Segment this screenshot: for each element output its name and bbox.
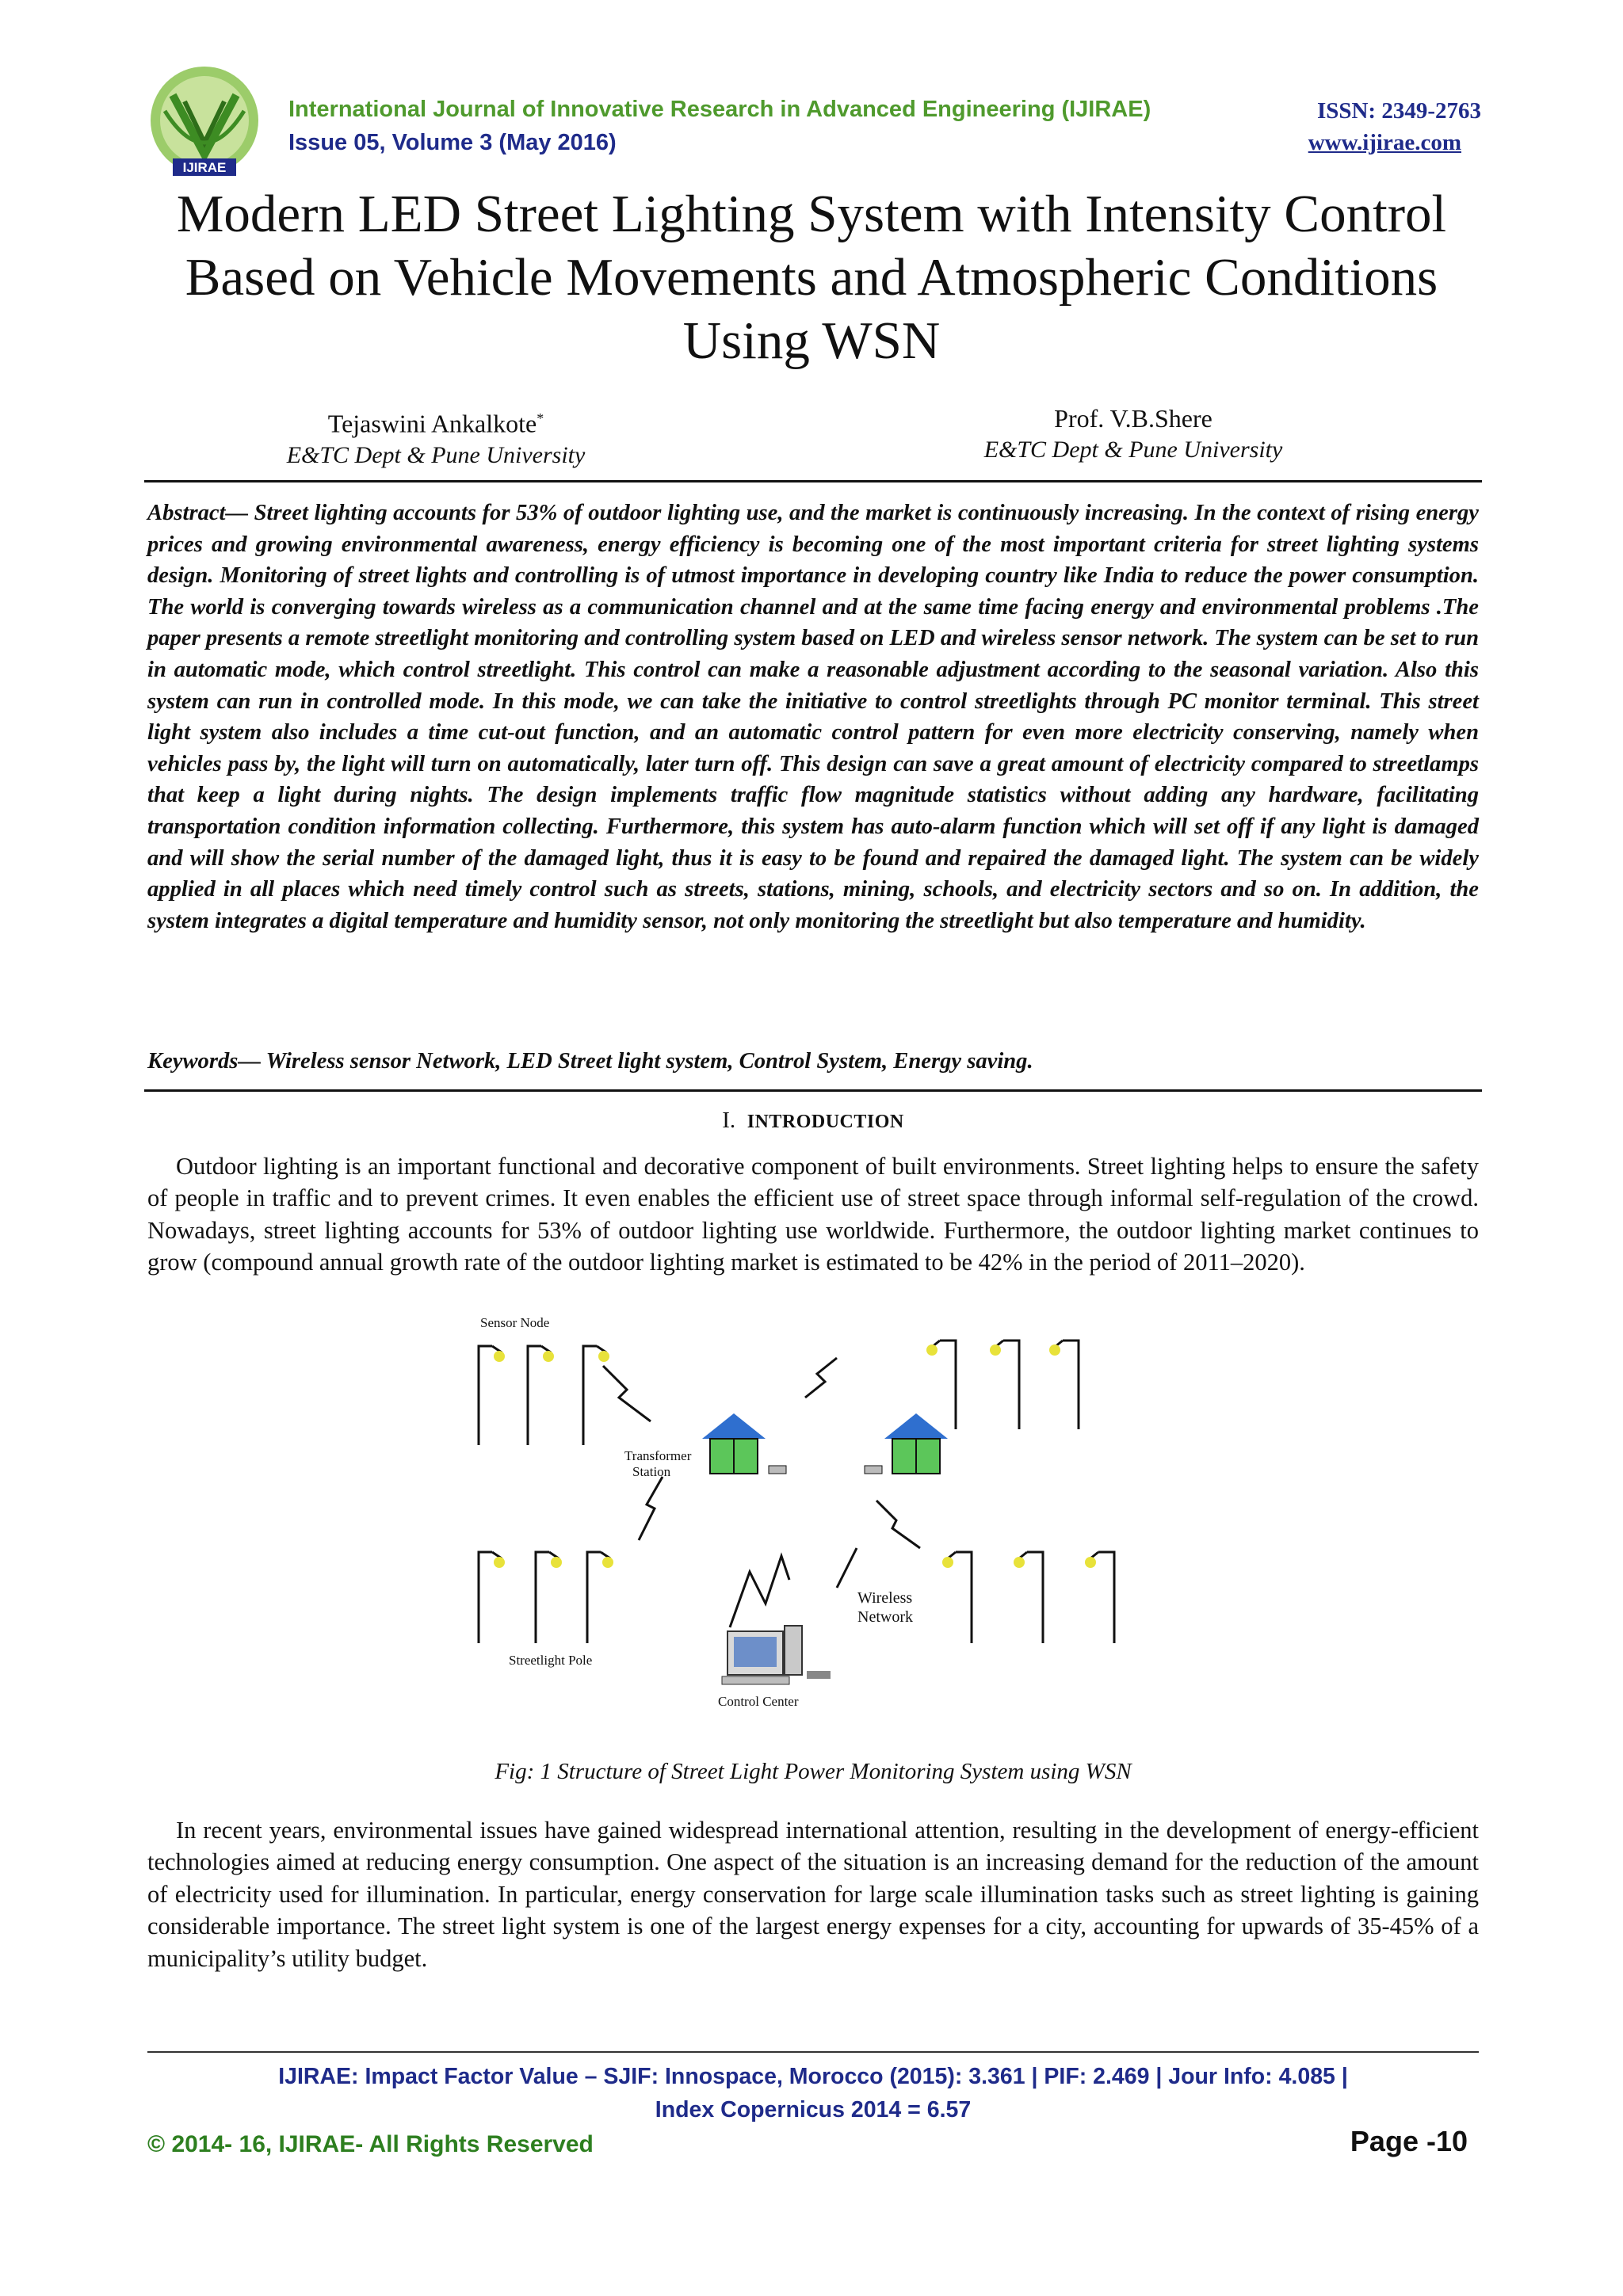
section-title: INTRODUCTION xyxy=(747,1112,904,1132)
footer-copyright: © 2014- 16, IJIRAE- All Rights Reserved xyxy=(147,2131,594,2157)
label-control-center: Control Center xyxy=(718,1694,799,1709)
divider-top xyxy=(144,480,1482,482)
label-station: Station xyxy=(632,1464,671,1479)
section-number: I. xyxy=(722,1108,736,1133)
abstract: Abstract— Street lighting accounts for 53% of outdoor lighting use, and the market is continuously increasing. In the context of rising energy prices and growing environmental awareness, energy efficiency is becoming one of the most important criteria for street lighting systems design. Monitoring of street lights and controlling is of utmost importance in developing country like India to reduce the power consumption. The world is converging towards wireless as a communication channel and at the same time facing energy and environmental problems .The paper presents a remote streetlight monitoring and controlling system based on LED and wireless sensor network. The system can be set to run in automatic mode, which control streetlight. This control can make a reasonable adjustment according to the seasonal variation. Also this system can run in controlled mode. In this mode, we can take the initiative to control streetlights through PC monitor terminal. This street light system also includes a time cut-out function, and an automatic control pattern for even more electricity conserving, namely when vehicles pass by, the light will turn on automatically, later turn off. This design can save a great amount of electricity compared to streetlamps that keep a light during nights. The design implements traffic flow magnitude statistics without adding any hardware, facilitating transportation condition information collecting. Furthermore, this system has auto-alarm function which will set off if any light is damaged and will show the serial number of the damaged light, thus it is easy to be found and repaired the damaged light. The system can be widely applied in all places which need timely control such as streets, stations, mining, schools, and electricity sectors and so on. In addition, the system integrates a digital temperature and humidity sensor, not only monitoring the streetlight but also temperature and humidity. xyxy=(147,501,1480,933)
impact-line-1: IJIRAE: Impact Factor Value – SJIF: Innospace, Morocco (2015): 3.361 | PIF: 2.469 | Jour Info: 4.085 | xyxy=(278,2064,1348,2089)
title-line-2: Based on Vehicle Movements and Atmospheric Conditions xyxy=(185,248,1438,307)
author-block-1 xyxy=(182,402,689,471)
keywords: Keywords— Wireless sensor Network, LED Street light system, Control System, Energy saving. xyxy=(147,1049,1033,1074)
control-center-computer xyxy=(722,1626,831,1684)
logo-text: IJIRAE xyxy=(182,160,227,175)
section-heading xyxy=(147,1108,1479,1134)
author-affiliation-2: E&TC Dept & Pune University xyxy=(983,437,1283,463)
title-line-3: Using WSN xyxy=(682,311,941,370)
label-network: Network xyxy=(857,1608,913,1626)
intro-paragraph-2: In recent years, environmental issues have gained widespread international attention, resulting in the development of energy-efficient technologies aimed at reducing energy consumption. One aspect of the situation is an increasing demand for the reduction of the amount of electricity used for illumination. In particular, energy conservation for large scale illumination tasks such as street lighting is gaining considerable importance. The street light system is one of the largest energy expenses for a city, accounting for upwards of 35-45% of a municipality’s utility budget. xyxy=(147,1817,1479,1972)
transformer-station-right xyxy=(865,1413,948,1474)
journal-url-link[interactable]: www.ijirae.com xyxy=(1308,130,1461,155)
label-sensor-node: Sensor Node xyxy=(480,1315,550,1330)
intro-paragraph-1: Outdoor lighting is an important functional and decorative component of built environments. Street lighting helps to ensure the safety of people in traffic and to prevent crimes. It even enables the efficient use of street space through informal self-regulation of the crowd. Nowadays, street lighting accounts for 53% of outdoor lighting use worldwide. Furthermore, the outdoor lighting market continues to grow (compound annual growth rate of the outdoor lighting market is estimated to be 42% in the period of 2011–2020). xyxy=(147,1153,1479,1276)
label-streetlight-pole: Streetlight Pole xyxy=(509,1653,593,1668)
label-wireless: Wireless xyxy=(857,1589,913,1607)
page-number: Page -10 xyxy=(1350,2125,1468,2157)
figure-caption: Fig: 1 Structure of Street Light Power Monitoring System using WSN xyxy=(495,1759,1132,1784)
title-line-1: Modern LED Street Lighting System with Intensity Control xyxy=(176,185,1447,243)
issue-text: Issue 05, Volume 3 (May 2016) xyxy=(288,130,617,155)
issue-line xyxy=(288,130,1461,156)
divider-bottom xyxy=(144,1089,1482,1092)
author-block-2 xyxy=(880,402,1387,466)
author-mark: * xyxy=(537,410,544,426)
author-name-1: Tejaswini Ankalkote* xyxy=(327,409,544,438)
footer-impact-factor xyxy=(147,2060,1479,2126)
footer-divider xyxy=(147,2051,1479,2053)
figure-wsn-structure xyxy=(464,1310,1162,1722)
journal-logo xyxy=(141,63,269,182)
author-name-2: Prof. V.B.Shere xyxy=(1054,404,1212,433)
label-transformer: Transformer xyxy=(624,1448,692,1463)
journal-title-text: International Journal of Innovative Research in Advanced Engineering (IJIRAE) xyxy=(288,97,1151,122)
author-affiliation-1: E&TC Dept & Pune University xyxy=(286,441,586,468)
issn: ISSN: 2349-2763 xyxy=(1316,98,1481,124)
transformer-station-left xyxy=(702,1413,786,1474)
paper-title xyxy=(111,182,1512,372)
impact-line-2: Index Copernicus 2014 = 6.57 xyxy=(655,2097,972,2122)
journal-name xyxy=(288,97,1481,123)
